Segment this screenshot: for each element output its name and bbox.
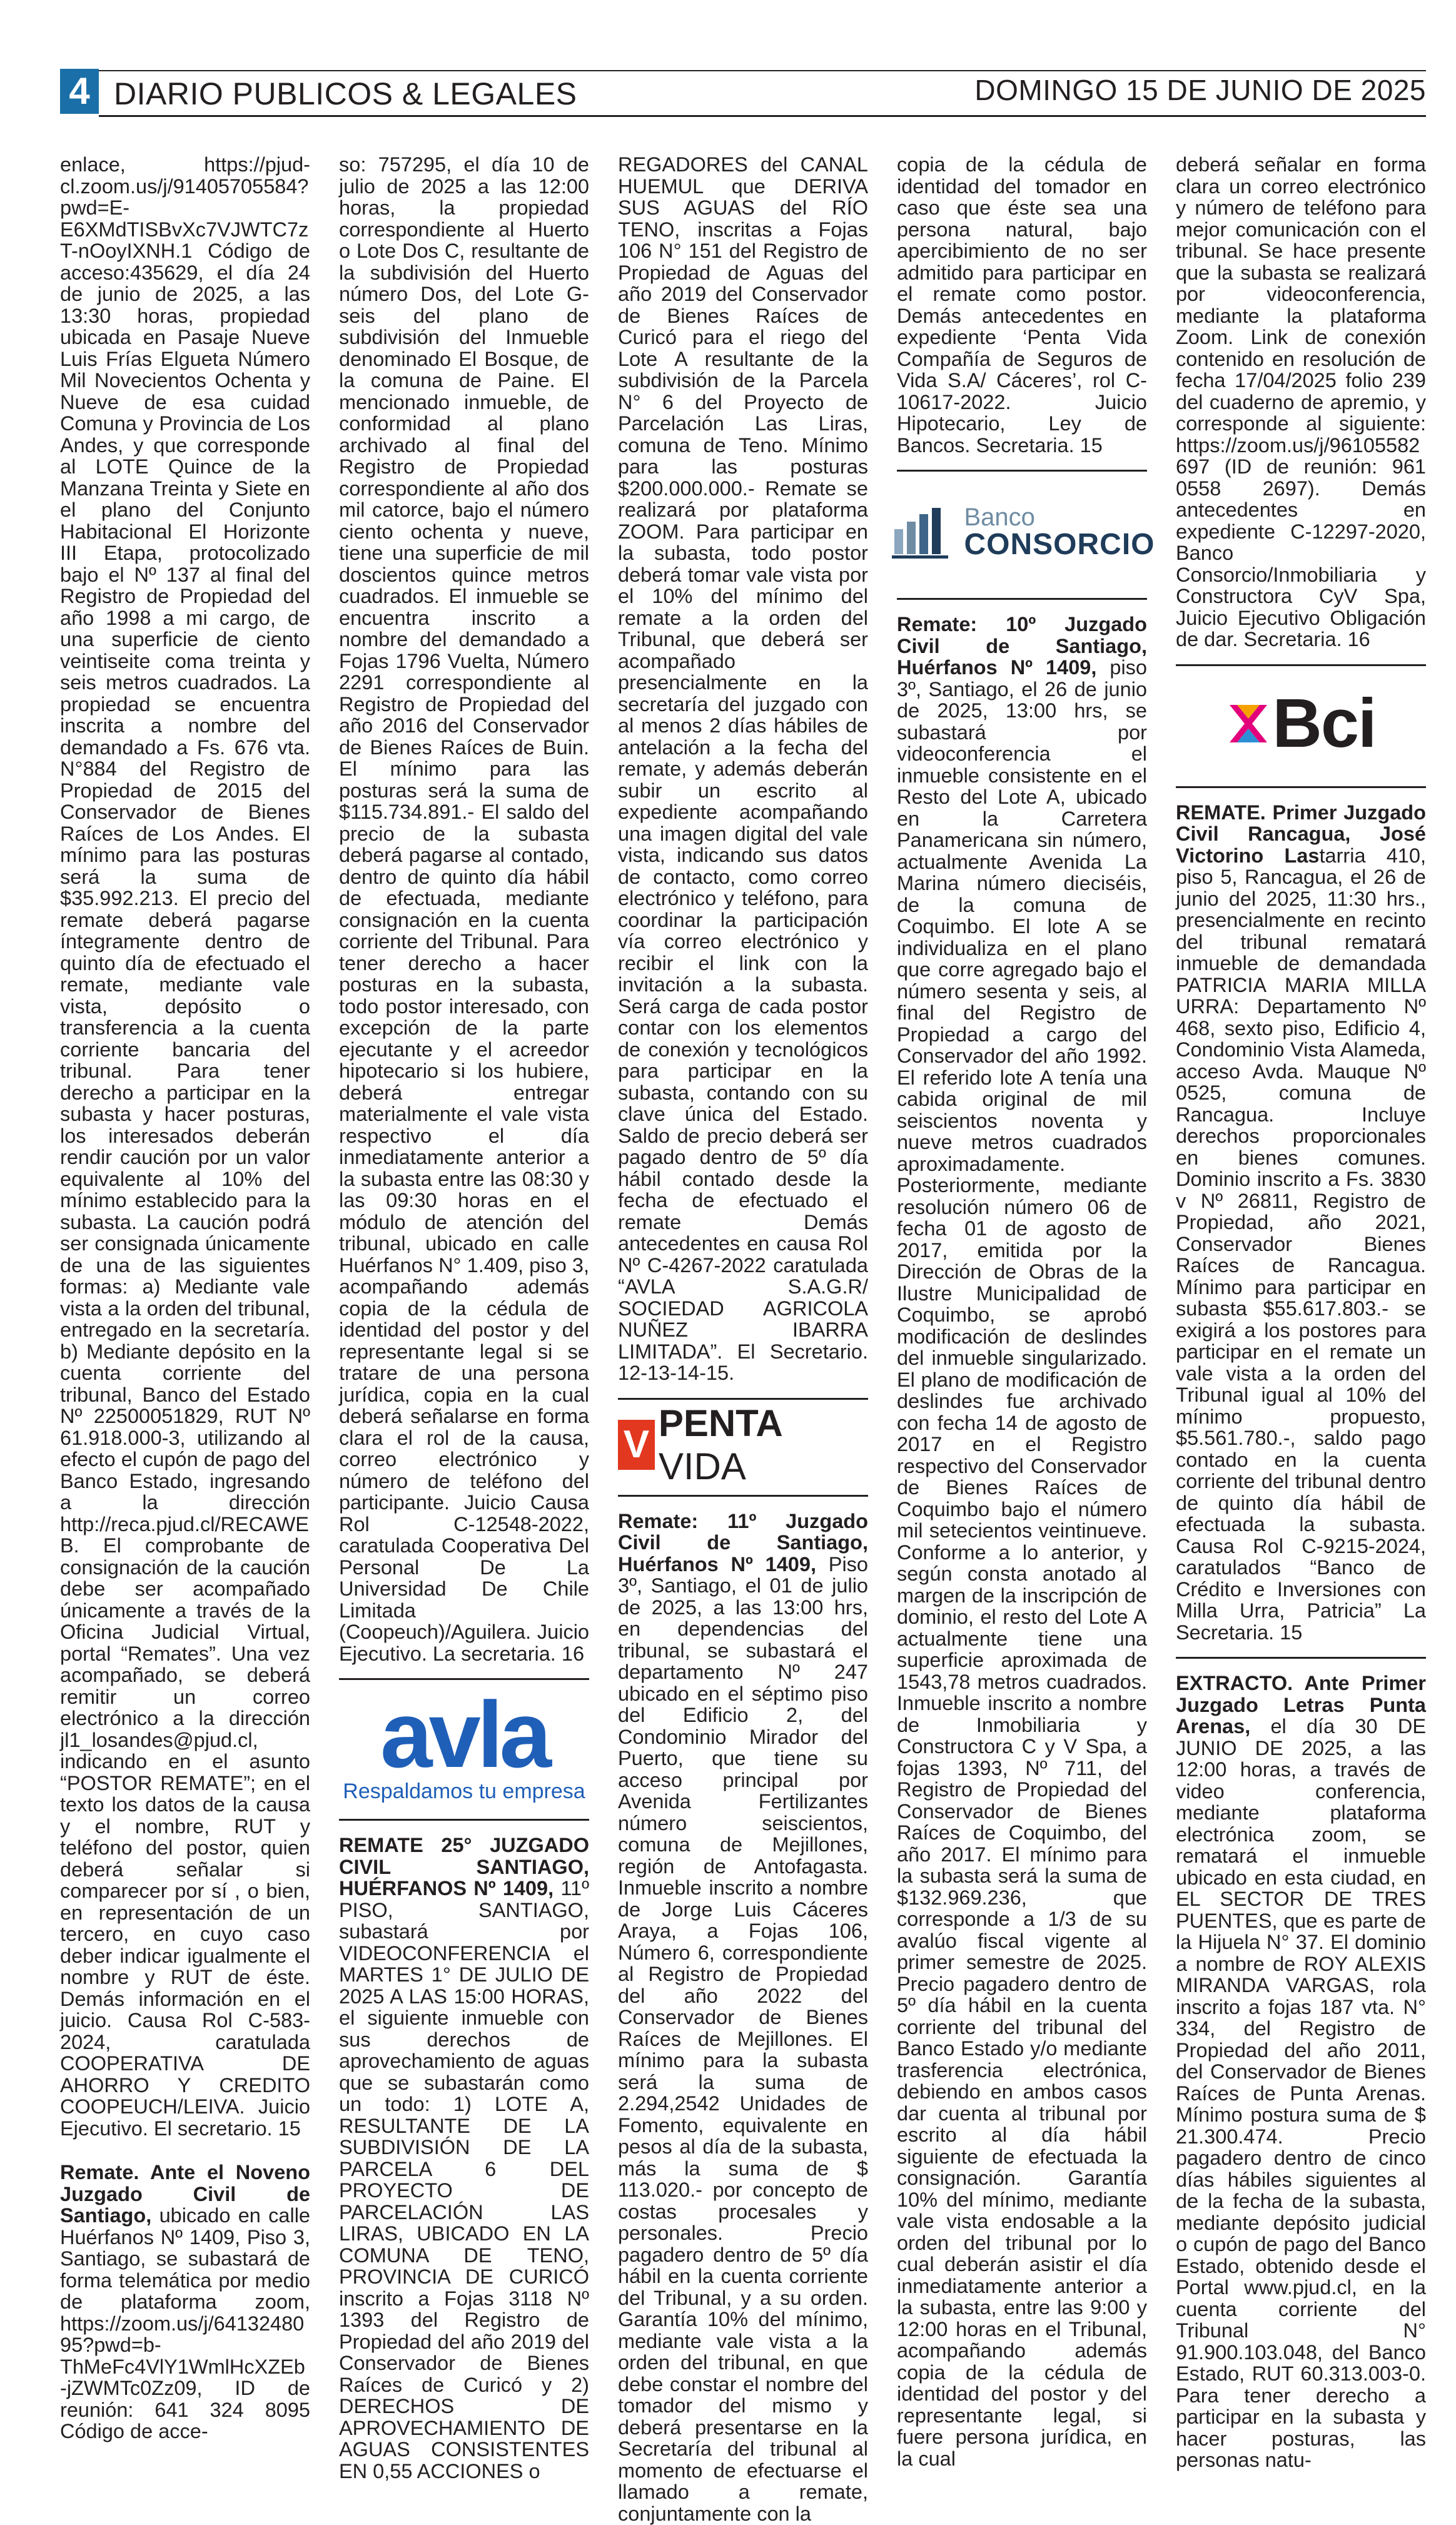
notice-text: enlace, https://pjud-cl.zoom.us/j/91405705584?pwd=E-E6XMdTISBvXc7VJWTC7zT-nOoyIXNH.1 Código de acceso:435629, el día 24 de junio de 2025, a las 13:30 horas, propiedad ubicada en Pasaje Nueve Luis Frías Elgueta Número Mil Novecientos Ochenta y Nueve de esa cuidad Comuna y Provincia de Los Andes, y que corresponde al LOTE Quince de la Manzana Treinta y Siete en el plano del Conjunto Habitacional El Horizonte III Etapa, protocolizado bajo el Nº 137 al final del Registro de Propiedad del año 1998 a mi cargo, de una superficie de ciento veintiseite coma treinta y seis metros cuadrados. La propiedad se encuentra inscrita a nombre del demandado a Fs. 676 vta. N°884 del Registro de Propiedad de 2015 del Conservador de Bienes Raíces de Los Andes. El mínimo para las posturas será la suma de $35.992.213. El precio del remate deberá pagarse íntegramente dentro de quinto día de efectuado el remate, mediante vale vista, depósito o transferencia a la cuenta corriente bancaria del tribunal. Para tener derecho a participar en la subasta y hacer posturas, los interesados deberán rendir caución por un valor equivalente al 10% del mínimo establecido para la subasta. La caución podrá ser consignada únicamente de una de las siguientes formas: a) Mediante vale vista a la orden del tribunal, entregado en la secretaría. b) Mediante depósito en la cuenta corriente del tribunal, Banco del Estado Nº 22500051829, RUT Nº 61.918.000-3, utilizando al efecto el cupón de pago del Banco Estado, ingresando a la dirección http://reca.pjud.cl/RECAWEB. El comprobante de consignación de la caución debe ser acompañado únicamente a través de la Oficina Judicial Virtual, portal “Remates”. Una vez acompañado, se deberá remitir un correo electrónico a la dirección jl1_losandes@pjud.cl, indicando en el asunto “POSTOR REMATE”; en el texto los datos de la causa y el nombre, RUT y teléfono del postor, quien deberá señalar si comparecer por sí , o bien, en representación de un tercero, en cuyo caso deber indicar igualmente el nombre y RUT de éste. Demás información en el juicio. Causa Rol C-583-2024, caratulada COOPERATIVA DE AHORRO Y CREDITO COOPEUCH/LEIVA. Juicio Ejecutivo. El secretario. 15 xyxy=(60,153,310,2140)
notice-heading: Remate. Ante el Noveno Juzgado Civil de Santiago, xyxy=(60,2161,310,2227)
bci-wordmark: Bci xyxy=(1272,685,1376,762)
divider xyxy=(897,470,1147,472)
notice-text: deberá señalar en forma clara un correo electrónico y número de teléfono para mejor comunicación con el tribunal. Se hace presente que la subasta se realizará por videoconferencia, mediante la plataforma Zoom. Link de conexión contenido en resolución de fecha 17/04/2025 folio 239 del cuaderno de apremio, y corresponde al siguiente: https://zoom.us/j/96105582697 (ID de reunión: 961 0558 2697). Demás antecedentes en expediente C-12297-2020, Banco Consorcio/Inmobiliaria y Constructora CyV Spa, Juicio Ejecutivo Obligación de dar. Secretaria. 16 xyxy=(1176,153,1426,650)
divider xyxy=(897,598,1147,600)
penta-vida-logo xyxy=(618,1402,868,1487)
penta-badge-icon: V xyxy=(618,1420,655,1470)
notice-text: REGADORES del CANAL HUEMUL que DERIVA SUS AGUAS del RÍO TENO, inscritas a Fojas 106 N° 151 del Registro de Propiedad de Aguas del año 2019 del Conservador de Bienes Raíces de Curicó para el riego del Lote A resultante de la subdivisión de la Parcela N° 6 del Proyecto de Parcelación Las Liras, comuna de Teno. Mínimo para las posturas $200.000.000.- Remate se realizará por plataforma ZOOM. Para participar en la subasta, todo postor deberá tomar vale vista por el 10% del mínimo del remate a la orden del Tribunal, que deberá ser acompañado presencialmente en la secretaría del juzgado con al menos 2 días hábiles de antelación a la fecha del remate, y además deberán subir un escrito al expediente acompañando una imagen digital del vale vista, indicando sus datos de contacto, como correo electrónico y teléfono, para coordinar la participación vía correo electrónico y recibir el link con la invitación a la subasta. Será carga de cada postor contar con los elementos de conexión y tecnológicos para participar en la subasta, contando con su clave única del Estado. Saldo de precio deberá ser pagado dentro de 5º día hábil contado desde la fecha de efectuado el remate Demás antecedentes en causa Rol Nº C-4267-2022 caratulada “AVLA S.A.G.R/ SOCIEDAD AGRICOLA NUÑEZ IBARRA LIMITADA”. El Secretario. 12-13-14-15. xyxy=(618,153,868,1384)
bci-logo xyxy=(1176,680,1426,767)
divider xyxy=(618,1398,868,1400)
page-header xyxy=(60,65,1426,115)
notice-text: 11º PISO, SANTIAGO, subastará por VIDEOCONFERENCIA el MARTES 1° DE JULIO DE 2025 A LAS 15:00 HORAS, el siguiente inmueble con sus derechos de aprovechamiento de aguas que se subastarán como un todo: 1) LOTE A, RESULTANTE DE LA SUBDIVISIÓN DE LA PARCELA 6 DEL PROYECTO DE PARCELACIÓN LAS LIRAS, UBICADO EN LA COMUNA DE TENO, PROVINCIA DE CURICÓ inscrito a Fojas 3118 Nº 1393 del Registro de Propiedad del año 2019 del Conservador de Bienes Raíces de Curicó y 2) DERECHOS DE APROVECHAMIENTO DE AGUAS CONSISTENTES EN 0,55 ACCIONES o xyxy=(339,1877,590,2482)
article-columns xyxy=(60,153,1428,2525)
divider xyxy=(339,1819,589,1821)
consorcio-mark-icon xyxy=(889,504,958,560)
column-3 xyxy=(618,153,868,2525)
notice-heading: Remate: 11º Juzgado Civil de Santiago, Huérfanos Nº 1409, xyxy=(618,1509,868,1576)
avla-wordmark: avla xyxy=(380,1681,548,1787)
notice-text: tarria 410, piso 5, Rancagua, el 26 de junio del 2025, 11:30 hrs., presencialmente en recinto del tribunal rematará inmueble de demandada PATRICIA MARIA MILLA URRA: Departamento Nº 468, sexto piso, Edificio 4, Condominio Vista Alameda, acceso Avda. Mauque Nº 0525, comuna de Rancagua. Incluye derechos proporcionales en bienes comunes. Dominio inscrito a Fs. 3830 v Nº 26811, Registro de Propiedad, año 2021, Conservador Bienes Raíces de Rancagua. Mínimo para participar en subasta $55.617.803.- se exigirá a los postores para participar en el remate un vale vista a la orden del Tribunal igual al 10% del mínimo propuesto, $5.561.780.-, saldo pago contado en la cuenta corriente del tribunal dentro de quinto día hábil de efectuada la subasta. Causa Rol C-9215-2024, caratulados “Banco de Crédito e Inversiones con Milla Urra, Patricia” La Secretaria. 15 xyxy=(1176,844,1426,1644)
column-5 xyxy=(1176,153,1426,2471)
banco-consorcio-logo xyxy=(897,485,1155,579)
column-4 xyxy=(897,153,1155,2470)
divider xyxy=(1176,1657,1426,1659)
bci-mark-icon xyxy=(1226,699,1270,749)
notice xyxy=(618,1510,868,2525)
publication-date: DOMINGO 15 DE JUNIO DE 2025 xyxy=(974,74,1426,106)
notice-heading: REMATE. Primer Juzgado Civil Rancagua, José Victorino Las xyxy=(1176,801,1426,867)
divider xyxy=(1176,786,1426,788)
divider xyxy=(1176,664,1426,666)
consorcio-wordmark: Banco CONSORCIO xyxy=(964,503,1155,561)
notice-heading: Remate: 10º Juzgado Civil de Santiago, Huérfanos Nº 1409, xyxy=(897,613,1147,679)
notice xyxy=(1176,802,1426,1644)
column-1 xyxy=(60,153,310,2442)
publication-title: DIARIO PUBLICOS & LEGALES xyxy=(114,76,577,111)
column-2 xyxy=(339,153,590,2482)
notice-text: Piso 3º, Santiago, el 01 de julio de 2025, a las 13:00 hrs, en dependencias del tribunal, se subastará el departamento Nº 247 ubicado en el séptimo piso del Edificio 2, del Condominio Mirador del Puerto, que tiene su acceso principal por Avenida Fertilizantes número seiscientos, comuna de Mejillones, región de Antofagasta. Inmueble inscrito a nombre de Jorge Luis Cáceres Araya, a Fojas 106, Número 6, correspondiente al Registro de Propiedad del año 2022 del Conservador de Bienes Raíces de Mejillones. El mínimo para la subasta será la suma de 2.294,2542 Unidades de Fomento, equivalente en pesos al día de la subasta, más la suma de $ 113.020.- por concepto de costas procesales y personales. Precio pagadero dentro de 5º día hábil en la cuenta corriente del Tribunal, y a su orden. Garantía 10% del mínimo, mediante vale vista a la orden del tribunal, en que debe constar el nombre del tomador del mismo y deberá presentarse en la Secretaría del tribunal al momento de efectuarse el llamado a remate, conjuntamente con la xyxy=(618,1552,868,2525)
notice-heading: EXTRACTO. Ante Primer Juzgado Letras Punta Arenas, xyxy=(1176,1672,1426,1738)
notice-text: piso 3º, Santiago, el 26 de junio de 2025, 13:00 hrs, se subastará por videoconferencia el inmueble consistente en el Resto del Lote A, ubicado en la Carretera Panamericana sin número, actualmente Avenida La Marina número dieciséis, de la comuna de Coquimbo. El lote A se individualiza en el plano que corre agregado bajo el número sesenta y seis, al final del Registro de Propiedad a cargo del Conservador del año 1992. El referido lote A tenía una cabida original de mil seiscientos noventa y nueve metros cuadrados aproximadamente. Posteriormente, mediante resolución número 06 de fecha 01 de agosto de 2017, emitida por la Dirección de Obras de la Ilustre Municipalidad de Coquimbo, se aprobó modificación de deslindes del inmueble singularizado. El plano de modificación de deslindes fue archivado con fecha 14 de agosto de 2017 en el Registro respectivo del Conservador de Bienes Raíces de Coquimbo bajo el número mil setecientos veintinueve. Conforme a lo anterior, y según consta anotado al margen de la inscripción de dominio, el resto del Lote A actualmente tiene una superficie aproximada de 1543,78 metros cuadrados. Inmueble inscrito a nombre de Inmobiliaria y Constructora C y V Spa, a fojas 1393, Nº 711, del Registro de Propiedad del Conservador de Bienes Raíces de Coquimbo, del año 2017. El mínimo para la subasta será la suma de $132.969.236, que corresponde a 1/3 de su avalúo fiscal vigente al primer semestre de 2025. Precio pagadero dentro de 5º día hábil en la cuenta corriente del tribunal del Banco Estado y/o mediante trasferencia electrónica, debiendo en ambos casos dar cuenta al tribunal por escrito al día hábil siguiente de efectuada la consignación. Garantía 10% del mínimo, mediante vale vista endosable a la orden del tribunal por lo cual deberán asistir el día inmediatamente anterior a la subasta, entre las 9:00 y 12:00 horas en el Tribunal, acompañando además copia de la cédula de identidad del postor y del representante legal, si fuere persona jurídica, en la cual xyxy=(897,656,1148,2470)
notice xyxy=(897,614,1147,2469)
divider xyxy=(339,1678,589,1680)
notice xyxy=(1176,1672,1426,2471)
divider xyxy=(618,1495,868,1497)
notice-text: copia de la cédula de identidad del tomador en caso que éste sea una persona natural, bajo apercibimiento de no ser admitido para participar en el remate como postor. Demás antecedentes en expediente ‘Penta Vida Compañía de Seguros de Vida S.A/ Cáceres’, rol C-10617-2022. Juicio Hipotecario, Ley de Bancos. Secretaria. 15 xyxy=(897,153,1147,457)
notice-text: el día 30 DE JUNIO DE 2025, a las 12:00 horas, a través de video conferencia, mediante plataforma electrónica zoom, se rematará el inmueble ubicado en esta ciudad, en EL SECTOR DE TRES PUENTES, que es parte de la Hijuela N° 37. El dominio a nombre de ROY ALEXIS MIRANDA VARGAS, rola inscrito a fojas 187 vta. N° 334, del Registro de Propiedad del año 2011, del Conservador de Bienes Raíces de Punta Arenas. Mínimo postura suma de $ 21.300.474. Precio pagadero dentro de cinco días hábiles siguientes al de la fecha de la subasta, mediante depósito judicial o cupón de pago del Banco Estado, obtenido desde el Portal www.pjud.cl, en la cuenta corriente del Tribunal N° 91.900.103.048, del Banco Estado, RUT 60.313.003-0. Para tener derecho a participar en la subasta y hacer posturas, las personas natu- xyxy=(1176,1715,1426,2471)
penta-wordmark: PENTA VIDA xyxy=(658,1402,782,1487)
notice-text: so: 757295, el día 10 de julio de 2025 a las 12:00 horas, la propiedad correspondiente al Huerto o Lote Dos C, resultante de la subdivisión del Huerto número Dos, del Lote G-seis del plano de subdivisión del Inmueble denominado El Bosque, de la comuna de Paine. El mencionado inmueble, de conformidad al plano archivado al final del Registro de Propiedad correspondiente al año dos mil catorce, bajo el número ciento ochenta y nueve, tiene una superficie de mil doscientos quince metros cuadrados. El inmueble se encuentra inscrito a nombre del demandado a Fojas 1796 Vuelta, Número 2291 correspondiente al Registro de Propiedad del año 2016 del Conservador de Bienes Raíces de Buin. El mínimo para las posturas será la suma de $115.734.891.- El saldo del precio de la subasta deberá pagarse al contado, dentro de quinto día hábil de efectuada, mediante consignación en la cuenta corriente del Tribunal. Para tener derecho a hacer posturas en la subasta, todo postor interesado, con excepción de la parte ejecutante y el acreedor hipotecario si los hubiere, deberá entregar materialmente el vale vista respectivo el día inmediatamente anterior a la subasta entre las 08:30 y las 09:30 horas en el módulo de atención del tribunal, ubicado en calle Huérfanos N° 1.409, piso 3, acompañando además copia de la cédula de identidad del postor y del representante legal si se tratare de una persona jurídica, copia en la cual deberá señalarse en forma clara el rol de la causa, correo electrónico y número de teléfono del participante. Juicio Causa Rol C-12548-2022, caratulada Cooperativa Del Personal De La Universidad De Chile Limitada (Coopeuch)/Aguilera. Juicio Ejecutivo. La secretaria. 16 xyxy=(339,153,589,1665)
notice xyxy=(60,2162,310,2442)
notice-heading: REMATE 25° JUZGADO CIVIL SANTIAGO, HUÉRFANOS Nº 1409, xyxy=(339,1834,589,1900)
notice xyxy=(339,1834,589,2482)
header-rule xyxy=(99,115,1426,117)
avla-logo xyxy=(339,1681,589,1803)
notice-text: ubicado en calle Huérfanos Nº 1409, Piso 3, Santiago, se subastará de forma telemática por medio de plataforma zoom, https://zoom.us/j/6413248095?pwd=b-ThMeFc4VlY1WmlHcXZEb-jZWMTc0Zz09, ID de reunión: 641 324 8095 Código de acce- xyxy=(60,2204,310,2442)
avla-tagline: Respaldamos tu empresa xyxy=(343,1779,585,1803)
page-number: 4 xyxy=(60,69,99,114)
